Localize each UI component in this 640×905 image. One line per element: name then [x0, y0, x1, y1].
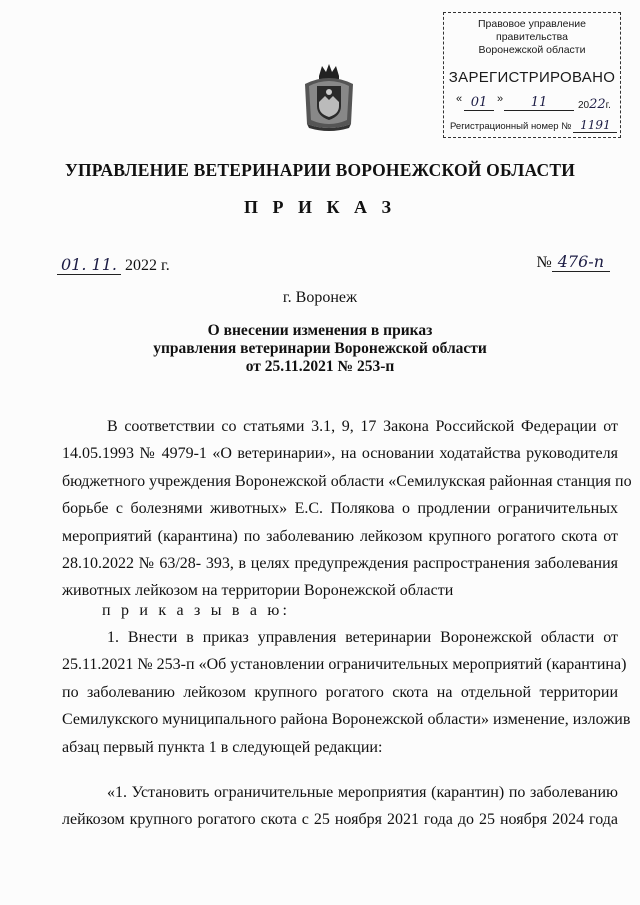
text-line: 1. Внести в приказ управления ветеринарии Воронежской области от: [107, 629, 618, 646]
stamp-registered: ЗАРЕГИСТРИРОВАНО: [448, 69, 616, 86]
document-type-title: П Р И К А З: [243, 197, 397, 217]
subject-line-3: от 25.11.2021 № 253-п: [245, 358, 395, 375]
text-line: животных лейкозом на территории Воронежской области: [62, 582, 454, 600]
stamp-date: « 01 » 11 2022г.: [456, 93, 611, 112]
text-line: 25.11.2021 № 253-п «Об установлении ограничительных мероприятий (карантина): [62, 656, 627, 674]
order-date: [57, 255, 170, 275]
registration-stamp: [443, 12, 621, 138]
stamp-year-hand: 22: [589, 97, 606, 112]
text-line: бюджетного учреждения Воронежской области «Семилукская районная станция по: [62, 472, 632, 490]
stamp-reg-number: [450, 118, 618, 133]
coat-of-arms-icon: [299, 62, 359, 132]
text-line: абзац первый пункта 1 в следующей редакции:: [62, 738, 383, 756]
order-word: п р и к а з ы в а ю:: [102, 602, 291, 619]
text-line: В соответствии со статьями 3.1, 9, 17 Закона Российской Федерации от: [107, 418, 618, 435]
organization-heading: УПРАВЛЕНИЕ ВЕТЕРИНАРИИ ВОРОНЕЖСКОЙ ОБЛАСТИ: [64, 160, 576, 180]
stamp-date-day: 01: [464, 95, 494, 111]
text-line: 14.05.1993 № 4979-1 «О ветеринарии», на основании ходатайства руководителя: [62, 445, 618, 463]
text-line: мероприятий (карантина) по заболеванию лейкозом крупного рогатого скота от: [62, 527, 618, 545]
text-line: 28.10.2022 № 63/28- 393, в целях предупреждения распространения заболевания: [62, 555, 618, 573]
text-line: борьбе с болезнями животных» Е.С. Полякова о продлении ограничительных: [62, 500, 618, 518]
text-line: Семилукского муниципального района Воронежской области» изменение, изложив: [62, 711, 631, 729]
order-number: [536, 252, 610, 272]
order-date-handwritten: 01. 11.: [57, 255, 121, 275]
city-line: г. Воронеж: [282, 289, 358, 306]
order-number-label: №: [536, 254, 552, 271]
stamp-year-suffix: г.: [605, 100, 611, 111]
stamp-year-prefix: 20: [578, 100, 590, 111]
subject-line-1: О внесении изменения в приказ: [207, 322, 433, 339]
order-date-year: 2022 г.: [124, 257, 170, 274]
text-line: «1. Установить ограничительные мероприятия (карантин) по заболеванию: [107, 784, 618, 801]
stamp-reg-number-hand: 1191: [573, 118, 617, 133]
quote-paragraph: [62, 779, 618, 834]
stamp-reg-label: Регистрационный номер №: [450, 121, 572, 132]
order-word-paragraph: [62, 597, 618, 624]
text-line: по заболеванию лейкозом крупного рогатого скота на отдельной территории: [62, 683, 618, 701]
preamble-paragraph: [62, 413, 632, 605]
item-1-paragraph: [62, 624, 631, 761]
stamp-date-month: 11: [504, 95, 574, 111]
text-line: лейкозом крупного рогатого скота с 25 ноября 2021 года до 25 ноября 2024 года: [62, 811, 618, 829]
subject-line-2: управления ветеринарии Воронежской области: [153, 340, 487, 357]
stamp-line-1: Правовое управление правительства: [477, 18, 586, 43]
order-subject: [0, 322, 640, 376]
order-number-handwritten: 476-п: [552, 252, 610, 272]
stamp-line-2: Воронежской области: [478, 44, 586, 56]
